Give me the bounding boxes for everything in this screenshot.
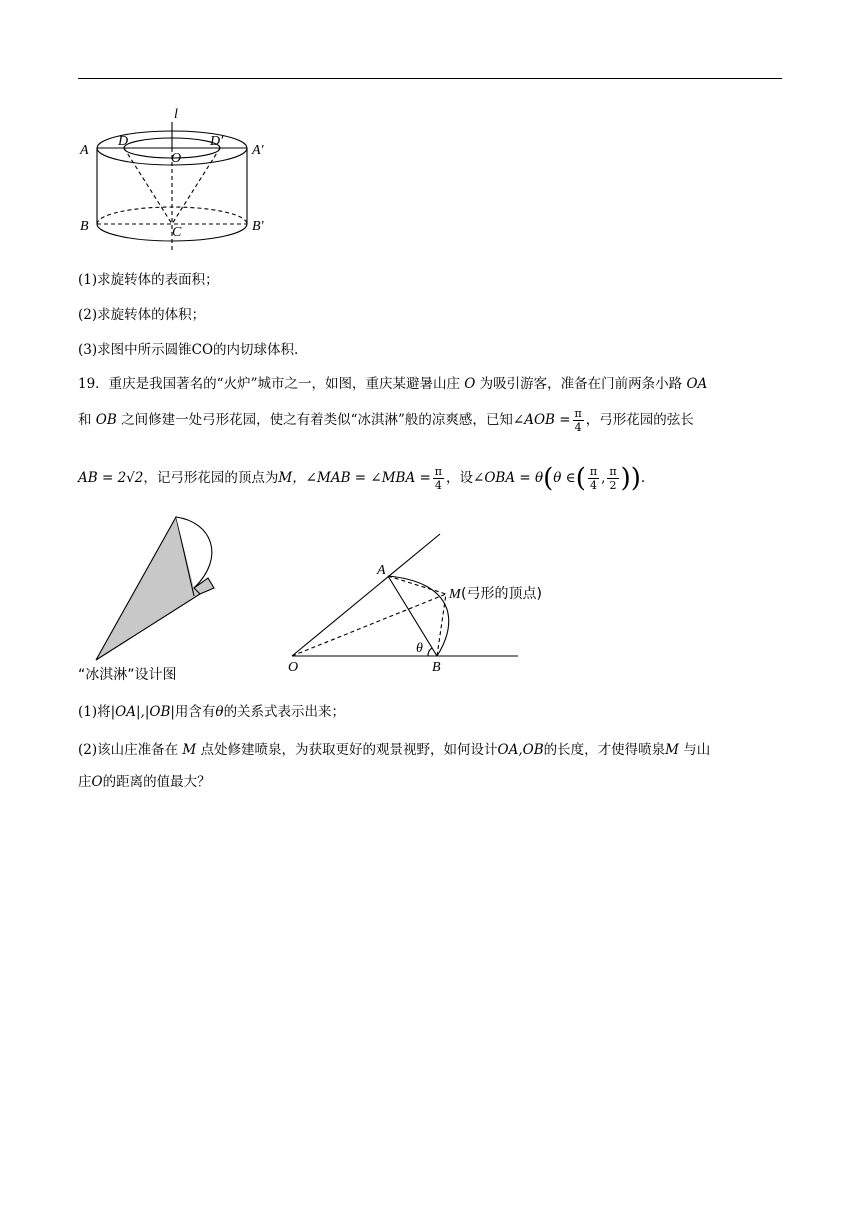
q18-part1: (1)求旋转体的表面积； [78, 272, 219, 288]
header-rule [78, 78, 782, 79]
q19-part2-line2: 庄O的距离的值最大？ [78, 774, 211, 790]
q18-part2: (2)求旋转体的体积； [78, 307, 206, 323]
dash-OM [292, 594, 446, 656]
label-B: B [432, 660, 441, 675]
label-A: A [80, 143, 89, 158]
label-O: O [171, 151, 182, 166]
fraction-pi-over-4-b: $\frac{\pi}{4}$ [434, 465, 443, 492]
label-B-prime: B′ [252, 219, 264, 234]
q19-line2: 和 OB 之间修建一处弓形花园，使之有着类似“冰淇淋”般的凉爽感，已知∠AOB = $\frac{\pi}{4}$ ，弓形花园的弦长 [78, 407, 694, 434]
label-M: M [449, 587, 461, 602]
q19-part1: (1)将|OA|,|OB|用含有θ的关系式表示出来； [78, 704, 346, 720]
label-B: B [80, 219, 89, 234]
q19-part2-line1: (2)该山庄准备在 M 点处修建喷泉，为获取更好的观景视野，如何设计OA,OB的长度，才使得喷泉M 与山 [78, 742, 711, 758]
label-A: A [377, 563, 386, 578]
cone-left-slant [124, 148, 172, 224]
q19-line3: AB = 2√2，记弓形花园的顶点为M，∠MAB = ∠MBA = $\frac{\pi}{4}$ ，设∠OBA = θ(θ ∈( $\frac{\pi}{4}$ , $\frac{\pi}{2}$ )). [78, 463, 646, 494]
figure-cylinder-cone [76, 100, 276, 260]
label-C: C [172, 225, 182, 240]
label-D-prime: D′ [210, 134, 224, 149]
fraction-pi-over-4: $\frac{\pi}{4}$ [574, 407, 582, 434]
figure-ice-cream [90, 512, 230, 662]
figure-caption: “冰淇淋”设计图 [78, 667, 177, 683]
label-l: l [174, 107, 178, 122]
dash-AM [388, 576, 446, 594]
figure-geometry [282, 530, 542, 675]
angle-theta-arc [428, 648, 432, 656]
q19-line1: 19．重庆是我国著名的“火炉”城市之一，如图，重庆某避暑山庄 O 为吸引游客，准备在门前两条小路 OA [78, 376, 708, 392]
q18-part3: (3)求图中所示圆锥CO的内切球体积. [78, 342, 299, 358]
label-D: D [118, 134, 129, 149]
label-O: O [288, 660, 299, 675]
label-theta: θ [416, 641, 423, 656]
label-A-prime: A′ [252, 143, 264, 158]
ray-OA [292, 534, 440, 656]
label-M-note: (弓形的顶点) [461, 586, 542, 602]
